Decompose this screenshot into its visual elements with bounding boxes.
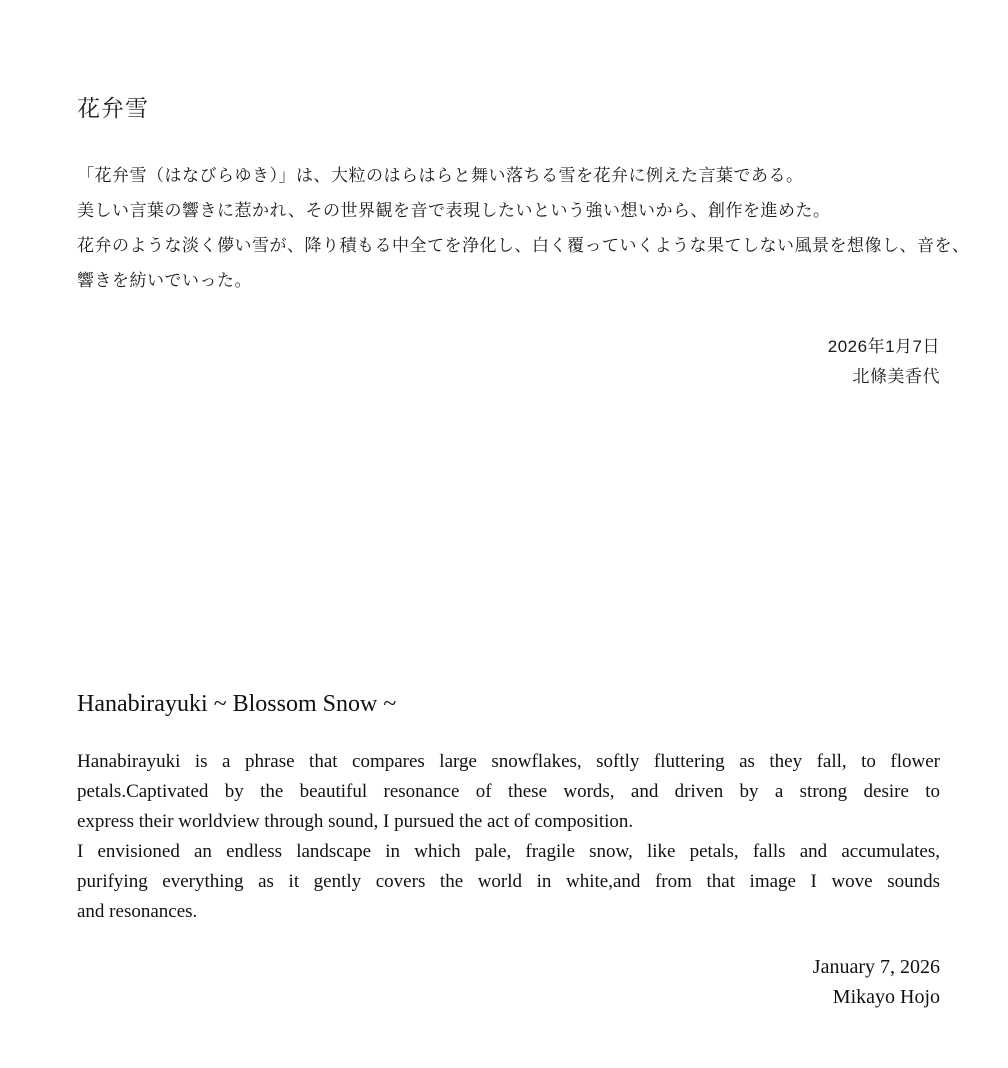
japanese-body-line: 響きを紡いでいった。 — [77, 271, 252, 290]
japanese-body-line: 美しい言葉の響きに惹かれ、その世界観を音で表現したいという強い想いから、創作を進めた。 — [77, 201, 831, 220]
japanese-date: 2026年1月7日 — [827, 337, 940, 356]
english-body-line: Hanabirayuki is a phrase that compares large snowflakes, softly fluttering as they fall, to flower — [77, 751, 940, 772]
japanese-body — [77, 158, 970, 298]
english-body-line: petals.Captivated by the beautiful resonance of these words, and driven by a strong desire to — [77, 781, 940, 802]
english-body — [77, 747, 940, 927]
japanese-title: 花弁雪 — [77, 95, 149, 121]
english-author: Mikayo Hojo — [832, 986, 940, 1008]
english-body-line: express their worldview through sound, I pursued the act of composition. — [77, 811, 634, 832]
english-body-line: and resonances. — [77, 901, 198, 922]
japanese-signature-block — [77, 332, 940, 392]
japanese-body-line: 「花弁雪（はなびらゆき）」は、大粒のはらはらと舞い落ちる雪を花弁に例えた言葉である。 — [77, 166, 804, 185]
japanese-body-line: 花弁のような淡く儚い雪が、降り積もる中全てを浄化し、白く覆っていくような果てしない風景を想像し、音を、 — [77, 236, 970, 255]
english-title: Hanabirayuki ~ Blossom Snow ~ — [77, 691, 397, 717]
english-body-line: I envisioned an endless landscape in which pale, fragile snow, like petals, falls and accumulates, — [77, 841, 940, 862]
japanese-author: 北條美香代 — [852, 367, 940, 386]
english-date: January 7, 2026 — [812, 956, 940, 978]
english-signature-block — [77, 952, 940, 1012]
english-body-line: purifying everything as it gently covers the world in white,and from that image I wove sounds — [77, 871, 940, 892]
